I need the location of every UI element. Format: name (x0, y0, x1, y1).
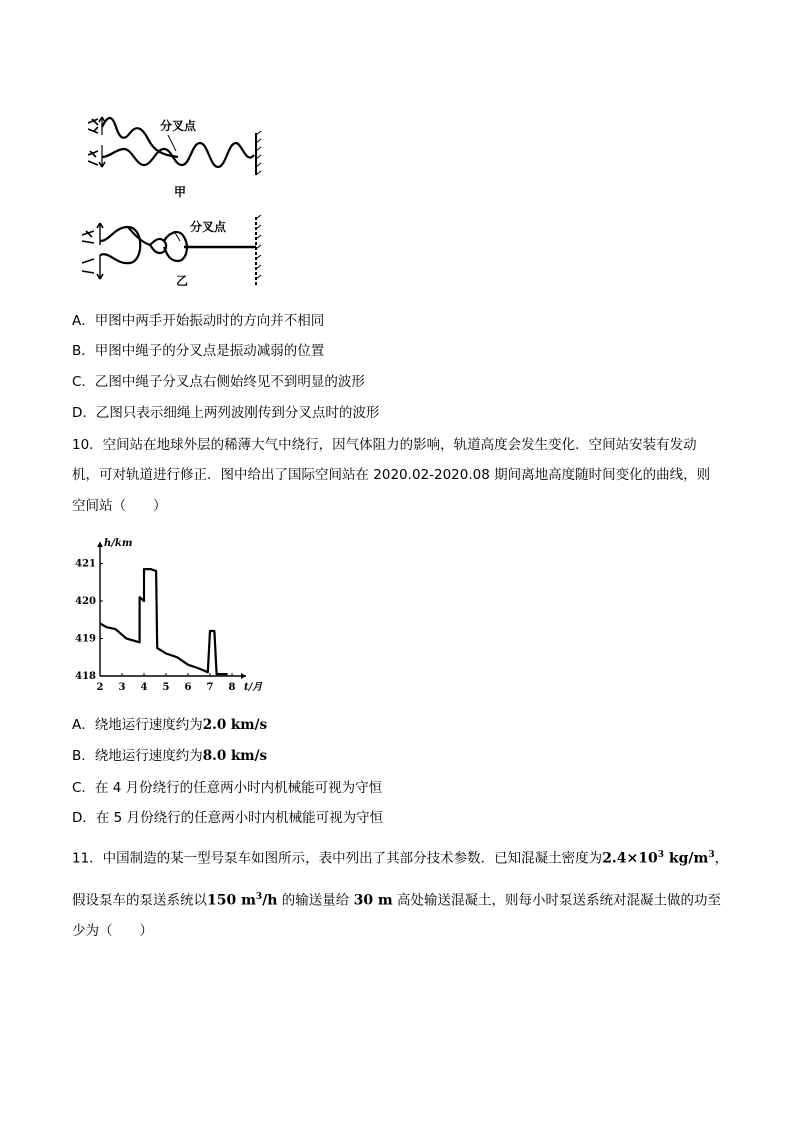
altitude-chart (72, 534, 272, 696)
y-tick-label: 418 (75, 671, 96, 682)
option-text: B．绕地运行速度约为 (72, 748, 203, 764)
density-unit-exponent: 3 (708, 850, 715, 860)
q11-text: 高处输送混凝土，则每小时泵送系统对混凝土做的功至 (392, 892, 722, 909)
y-axis-label: h/km (104, 538, 133, 549)
q10-stem-line2: 机，可对轨道进行修正．图中给出了国际空间站在 2020.02-2020.08 期间离地高度随时间变化的曲线，则 (72, 467, 711, 483)
y-tick-label: 420 (75, 596, 96, 607)
fork-label-yi: 分叉点 (190, 220, 227, 234)
flow-rate-exponent: 3 (255, 892, 263, 902)
q9-option-a: A．甲图中两手开始振动时的方向并不相同 (72, 313, 325, 329)
y-tick-label: 419 (75, 633, 96, 645)
q10-stem-line3: 空间站（ ） (72, 498, 167, 514)
x-tick-label: 6 (184, 682, 192, 693)
q11-text: 假设泵车的泵送系统以 (72, 892, 207, 909)
hand-icon (82, 223, 103, 279)
q11-stem-line3: 少为（ ） (72, 923, 153, 939)
flow-rate-unit: /h (262, 892, 278, 909)
x-tick-label: 7 (206, 682, 214, 693)
q11-text: 11．中国制造的某一型号泵车如图所示，表中列出了其部分技术参数．已知混凝土密度为 (72, 850, 603, 867)
q9-option-b: B．甲图中绳子的分叉点是振动减弱的位置 (72, 343, 325, 359)
q11-text: ， (714, 850, 729, 867)
x-tick-label: 2 (96, 682, 104, 693)
density-unit: kg/m (664, 850, 709, 867)
q10-option-d: D．在 5 月份绕行的任意两小时内机械能可视为守恒 (72, 810, 384, 826)
q10-option-a (72, 716, 267, 734)
x-axis-arrow (241, 673, 246, 679)
flow-rate-value: 150 m (207, 892, 256, 909)
altitude-series-line (100, 569, 228, 674)
q11-text: 的输送量给 (277, 892, 354, 909)
q11-stem-line1 (72, 846, 728, 868)
x-tick-label: 3 (118, 682, 126, 693)
speed-value: 8.0 km/s (202, 748, 268, 764)
caption-yi: 乙 (176, 274, 189, 288)
x-tick-label: 4 (140, 682, 148, 693)
caption-jia: 甲 (174, 185, 187, 199)
rope-lower (102, 143, 254, 167)
q10-option-c: C．在 4 月份绕行的任意两小时内机械能可视为守恒 (72, 780, 383, 796)
option-text: A．绕地运行速度约为 (72, 717, 203, 733)
rope-loops (100, 227, 187, 263)
density-value: 2.4×10 (602, 850, 658, 867)
q9-option-d: D．乙图只表示细绳上两列波刚传到分叉点时的波形 (72, 405, 380, 421)
x-axis-label: t/月 (244, 682, 263, 693)
x-tick-label: 5 (162, 682, 170, 693)
y-axis-arrow (97, 542, 103, 547)
q9-option-c: C．乙图中绳子分叉点右侧始终见不到明显的波形 (72, 374, 365, 390)
fork-label-jia: 分叉点 (160, 119, 197, 133)
x-tick-label: 8 (228, 682, 236, 693)
density-exponent: 3 (657, 850, 665, 860)
height-value: 30 m (353, 892, 393, 909)
q10-option-b (72, 747, 267, 765)
y-tick-label: 421 (75, 558, 96, 570)
q11-stem-line2 (72, 888, 721, 910)
speed-value: 2.0 km/s (202, 717, 268, 733)
q10-stem-line1: 10．空间站在地球外层的稀薄大气中绕行，因气体阻力的影响，轨道高度会发生变化．空间站安装有发动 (72, 437, 697, 453)
